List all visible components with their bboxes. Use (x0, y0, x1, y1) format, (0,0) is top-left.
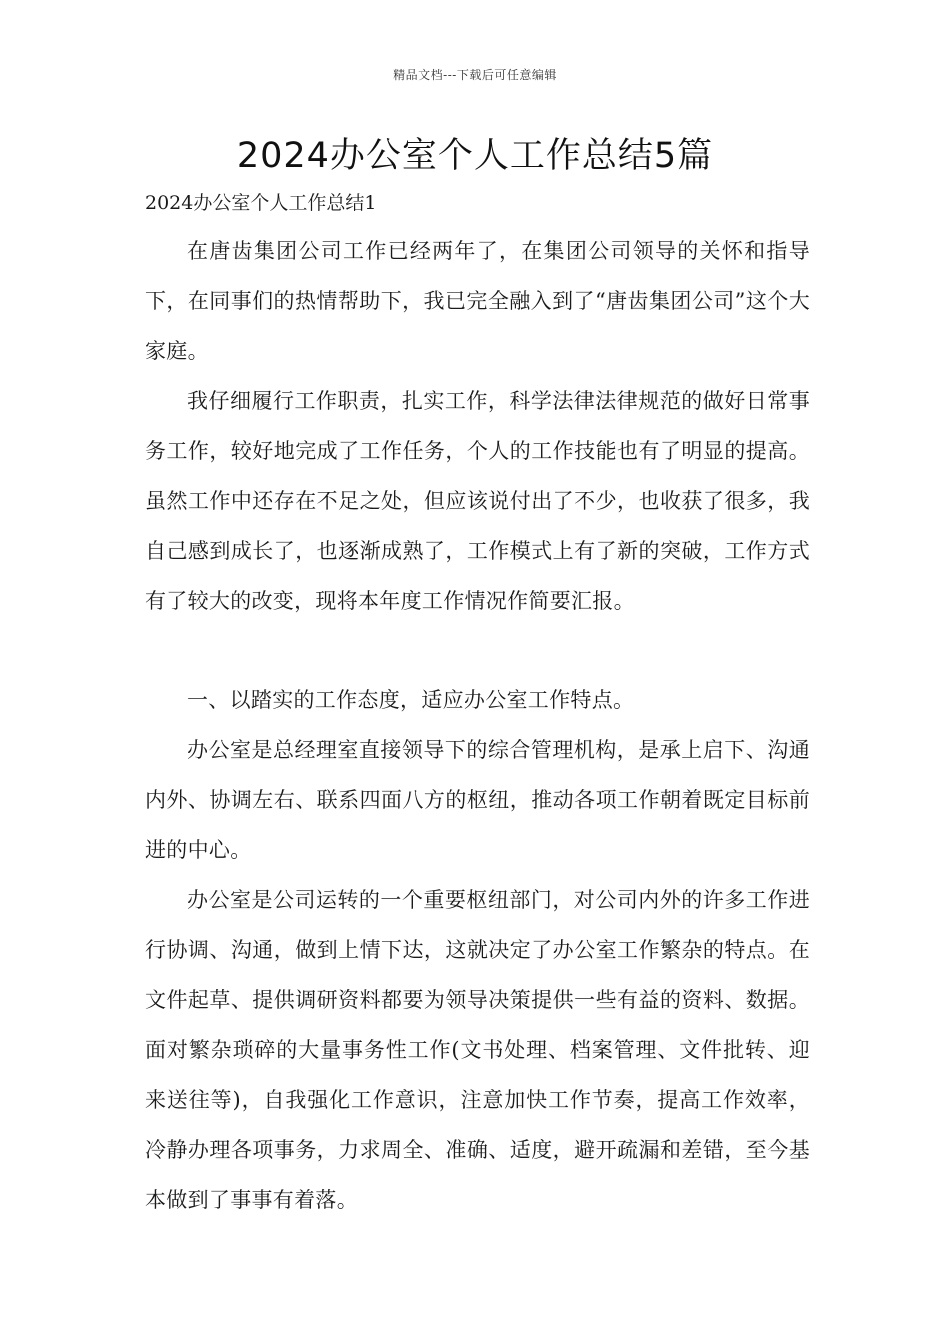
paragraph-3: 办公室是总经理室直接领导下的综合管理机构，是承上启下、沟通内外、协调左右、联系四面八方的枢纽，推动各项工作朝着既定目标前进的中心。 (145, 738, 810, 862)
section-heading-1: 一、以踏实的工作态度，适应办公室工作特点。 (187, 688, 635, 712)
paragraph-4: 办公室是公司运转的一个重要枢纽部门，对公司内外的许多工作进行协调、沟通，做到上情下达，这就决定了办公室工作繁杂的特点。在文件起草、提供调研资料都要为领导决策提供一些有益的资料、数据。面对繁杂琐碎的大量事务性工作(文书处理、档案管理、文件批转、迎来送往等)，自我强化工作意识，注意加快工作节奏，提高工作效率，冷静办理各项事务，力求周全、准确、适度，避开疏漏和差错，至今基本做到了事事有着落。 (145, 888, 810, 1212)
paragraph-1: 在唐齿集团公司工作已经两年了，在集团公司领导的关怀和指导下，在同事们的热情帮助下，我已完全融入到了“唐齿集团公司”这个大家庭。 (145, 239, 810, 363)
document-title: 2024办公室个人工作总结5篇 (236, 136, 714, 176)
header-note: 精品文档---下载后可任意编辑 (393, 68, 557, 82)
paragraph-2: 我仔细履行工作职责，扎实工作，科学法律法律规范的做好日常事务工作，较好地完成了工作任务，个人的工作技能也有了明显的提高。虽然工作中还存在不足之处，但应该说付出了不少，也收获了很多，我自己感到成长了，也逐渐成熟了，工作模式上有了新的突破，工作方式有了较大的改变，现将本年度工作情况作简要汇报。 (145, 389, 810, 613)
section-title: 2024办公室个人工作总结1 (145, 192, 377, 214)
